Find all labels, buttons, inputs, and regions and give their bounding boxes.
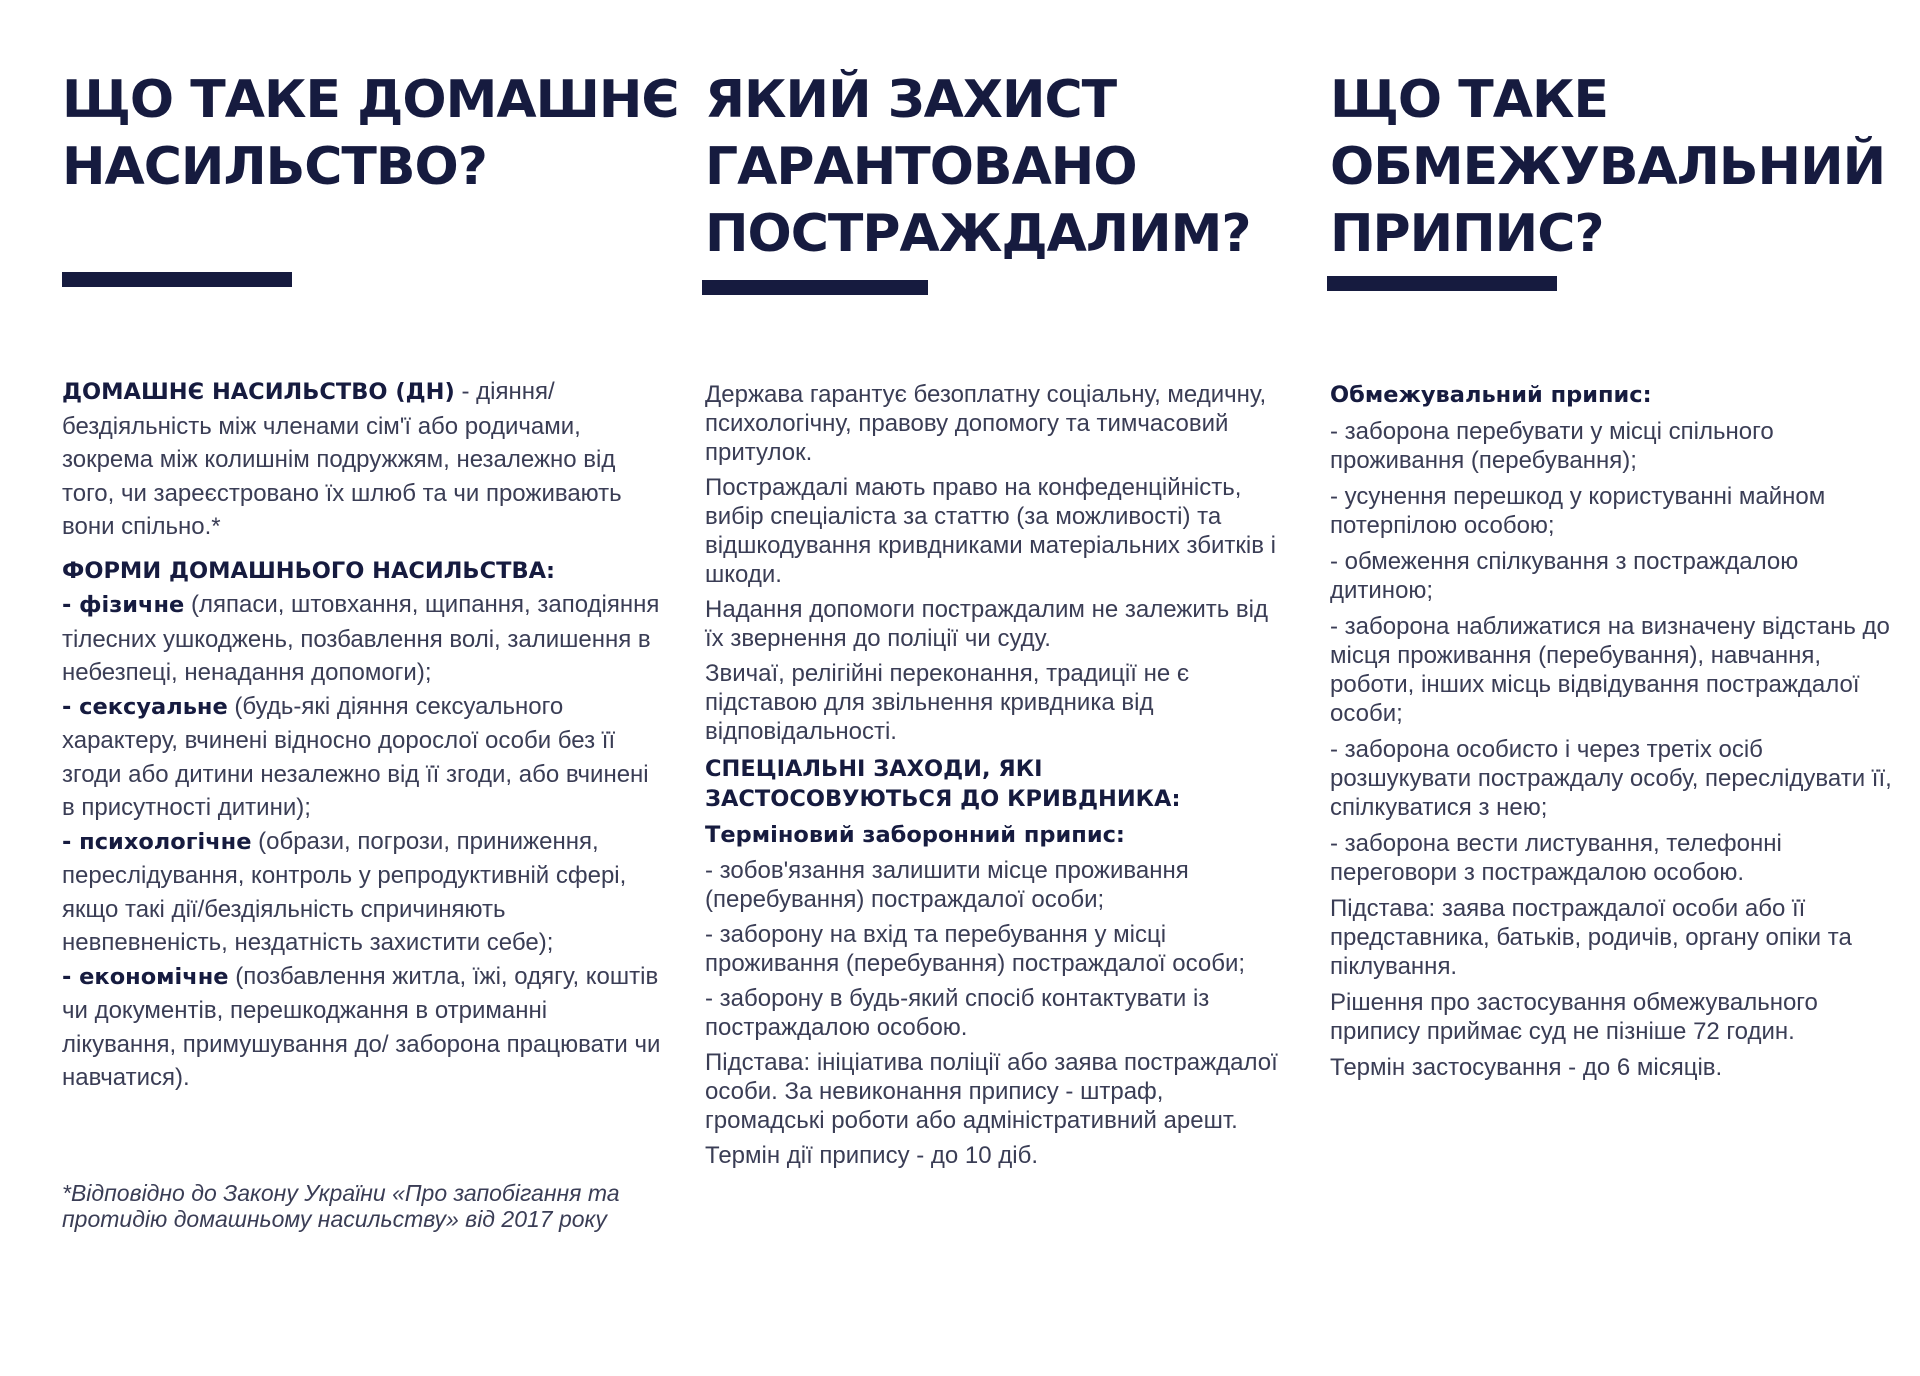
paragraph: Надання допомоги постраждалим не залежить від їх звернення до поліції чи суду. [705,596,1269,652]
form-item: - економічне (позбавлення житла, їжі, одягу, коштів чи документів, перешкоджання в отриманні лікування, примушування до/ заборона працювати чи навчатися). [62,962,661,1091]
order-item: Підстава: ініціатива поліції або заява постраждалої особи. За невиконання припису - штраф, громадські роботи або адміністративний арешт. [705,1049,1278,1134]
heading-line: ЯКИЙ ЗАХИСТ [705,70,1117,130]
heading-line: НАСИЛЬСТВО? [62,137,487,197]
paragraph: Постраждалі мають право на конфеденційність, вибір спеціаліста за статтю (за можливості) та відшкодування кривдниками матеріальних збитків і шкоди. [705,474,1276,588]
form-item: - сексуальне (будь-які діяння сексуального характеру, вчинені відносно дорослої особи без її згоди або дитини незалежно від її згоди, або вчинені в присутності дитини); [62,692,649,821]
body-domestic-violence [62,375,662,1095]
body-victim-protection [705,380,1285,1176]
restraining-item: - обмеження спілкування з постраждалою дитиною; [1330,548,1799,604]
order-item: - заборону на вхід та перебування у місці проживання (перебування) постраждалої особи; [705,921,1246,977]
restraining-item: Рішення про застосування обмежувального припису приймає суд не пізніше 72 годин. [1330,989,1818,1045]
heading-line: ЩО ТАКЕ [1330,70,1608,130]
measures-title: СПЕЦІАЛЬНІ ЗАХОДИ, ЯКІ ЗАСТОСОВУЮТЬСЯ ДО КРИВДНИКА: [705,756,1181,812]
definition-paragraph [62,375,662,544]
restraining-item: - заборона перебувати у місці спільного проживання (перебування); [1330,418,1774,474]
form-item: - психологічне (образи, погрози, приниження, переслідування, контроль у репродуктивній сфері, якщо такі дії/бездіяльність спричиняють невпевненість, нездатність захистити себе); [62,827,627,956]
body-restraining-order [1330,380,1900,1089]
restraining-item: Термін застосування - до 6 місяців. [1330,1054,1723,1081]
heading-victim-protection [705,67,1251,268]
order-item: Термін дії припису - до 10 діб. [705,1142,1039,1169]
form-item: - фізичне (ляпаси, штовхання, щипання, заподіяння тілесних ушкоджень, позбавлення волі, залишення в небезпеці, ненадання допомоги); [62,591,660,686]
restraining-item: - заборона наближатися на визначену відстань до місця проживання (перебування), навчання, роботи, інших місць відвідування постраждалої особи; [1330,613,1890,727]
heading-underline-bar [1327,276,1557,291]
restraining-item: - заборона особисто і через третіх осіб розшукувати постраждалу особу, переслідувати її, спілкуватися з нею; [1330,736,1892,821]
restraining-title: Обмежувальний припис: [1330,382,1652,408]
heading-restraining-order [1330,67,1885,268]
definition-term: ДОМАШНЄ НАСИЛЬСТВО (ДН) [62,379,455,405]
restraining-item: Підстава: заява постраждалої особи або її представника, батьків, родичів, органу опіки та піклування. [1330,895,1852,980]
heading-underline-bar [702,280,928,295]
law-footnote: *Відповідно до Закону України «Про запобігання та протидію домашньому насильству» від 2017 року [62,1180,620,1232]
heading-line: ГАРАНТОВАНО [705,137,1137,197]
paragraph: Звичаї, релігійні переконання, традиції не є підставою для звільнення кривдника від відповідальності. [705,660,1190,745]
restraining-item: - заборона вести листування, телефонні переговори з постраждалою особою. [1330,830,1782,886]
heading-line: ПОСТРАЖДАЛИМ? [705,204,1251,264]
heading-line: ОБМЕЖУВАЛЬНИЙ [1330,137,1886,197]
heading-domestic-violence [62,67,679,201]
restraining-item: - усунення перешкод у користуванні майном потерпілою особою; [1330,483,1826,539]
order-item: - зобов'язання залишити місце проживання (перебування) постраждалої особи; [705,857,1189,913]
forms-title: ФОРМИ ДОМАШНЬОГО НАСИЛЬСТВА: [62,557,556,584]
heading-line: ПРИПИС? [1330,204,1604,264]
heading-line: ЩО ТАКЕ ДОМАШНЄ [62,70,679,130]
order-item: - заборону в будь-який спосіб контактувати із постраждалою особою. [705,985,1210,1041]
order-title: Терміновий заборонний припис: [705,822,1125,848]
definition-text: - діяння/бездіяльність між членами сім'ї або родичами, зокрема між колишнім подружжям, незалежно від того, чи зареєстровано їх шлюб та чи проживають вони спільно.* [62,378,622,540]
heading-underline-bar [62,272,292,287]
paragraph: Держава гарантує безоплатну соціальну, медичну, психологічну, правову допомогу та тимчасовий притулок. [705,381,1267,466]
